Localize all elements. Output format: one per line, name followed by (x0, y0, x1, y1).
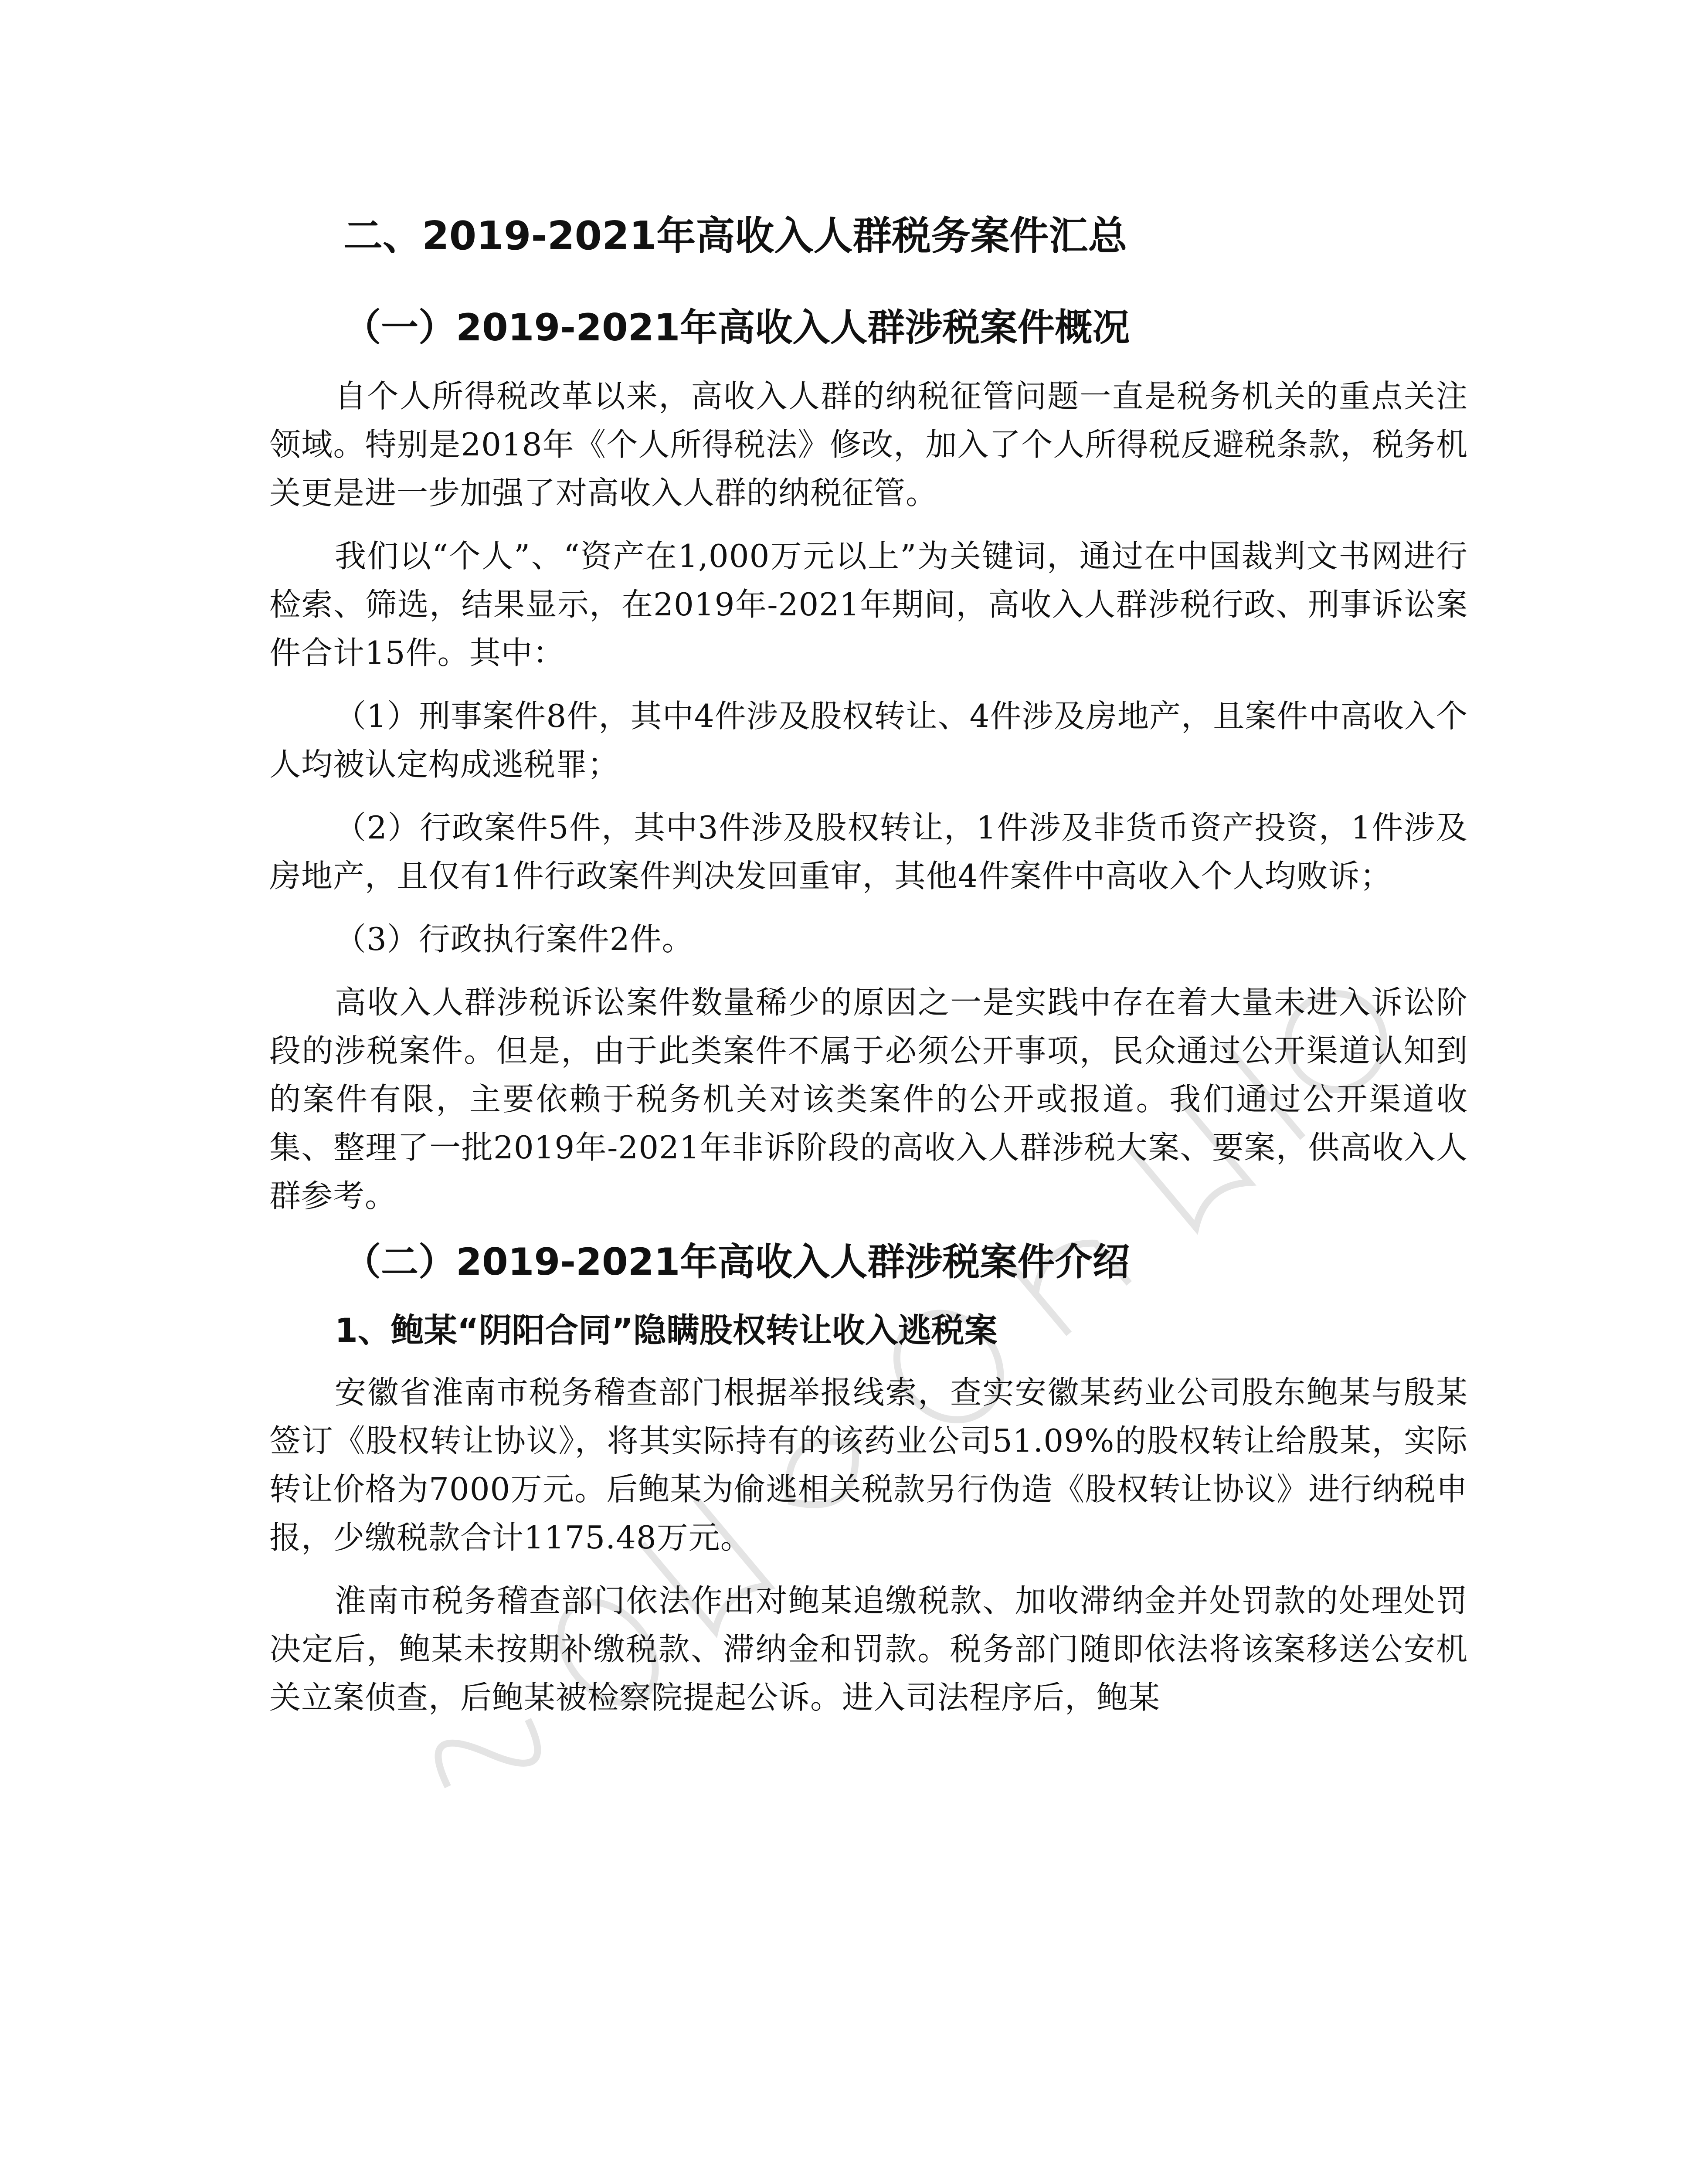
list-item: （2）行政案件5件，其中3件涉及股权转让，1件涉及非货币资产投资，1件涉及房地产，且仅有1件行政案件判决发回重审，其他4件案件中高收入个人均败诉； (269, 809, 1468, 894)
list-item: （3）行政执行案件2件。 (335, 921, 694, 957)
section-heading: 二、2019-2021年高收入人群税务案件汇总 (343, 213, 1127, 259)
paragraph: 淮南市税务稽查部门依法作出对鲍某追缴税款、加收滞纳金并处罚款的处理处罚决定后，鲍某未按期补缴税款、滞纳金和罚款。税务部门随即依法将该案移送公安机关立案侦查，后鲍某被检察院提起公诉。进入司法程序后，鲍某 (269, 1582, 1468, 1716)
subsection-heading-cases: （二）2019-2021年高收入人群涉税案件介绍 (343, 1240, 1130, 1284)
paragraph: 高收入人群涉税诉讼案件数量稀少的原因之一是实践中存在着大量未进入诉讼阶段的涉税案件。但是，由于此类案件不属于必须公开事项，民众通过公开渠道认知到的案件有限，主要依赖于税务机关对该类案件的公开或报道。我们通过公开渠道收集、整理了一批2019年-2021年非诉阶段的高收入人群涉税大案、要案，供高收入人群参考。 (269, 984, 1468, 1214)
paragraph: 自个人所得税改革以来，高收入人群的纳税征管问题一直是税务机关的重点关注领域。特别是2018年《个人所得税法》修改，加入了个人所得税反避税条款，税务机关更是进一步加强了对高收入人群的纳税征管。 (269, 378, 1468, 511)
page-content (269, 209, 1468, 1737)
paragraph: 安徽省淮南市税务稽查部门根据举报线索，查实安徽某药业公司股东鲍某与殷某签订《股权转让协议》，将其实际持有的该药业公司51.09%的股权转让给殷某，实际转让价格为7000万元。后鲍某为偷逃相关税款另行伪造《股权转让协议》进行纳税申报，少缴税款合计1175.48万元。 (269, 1374, 1468, 1556)
case-title: 1、鲍某“阴阳合同”隐瞒股权转让收入逃税案 (335, 1311, 998, 1350)
paragraph: 我们以“个人”、“资产在1,000万元以上”为关键词，通过在中国裁判文书网进行检索、筛选，结果显示，在2019年-2021年期间，高收入人群涉税行政、刑事诉讼案件合计15件。其中： (269, 538, 1468, 671)
subsection-heading-overview: （一）2019-2021年高收入人群涉税案件概况 (343, 306, 1130, 350)
list-item: （1）刑事案件8件，其中4件涉及股权转让、4件涉及房地产，且案件中高收入个人均被认定构成逃税罪； (269, 698, 1468, 783)
